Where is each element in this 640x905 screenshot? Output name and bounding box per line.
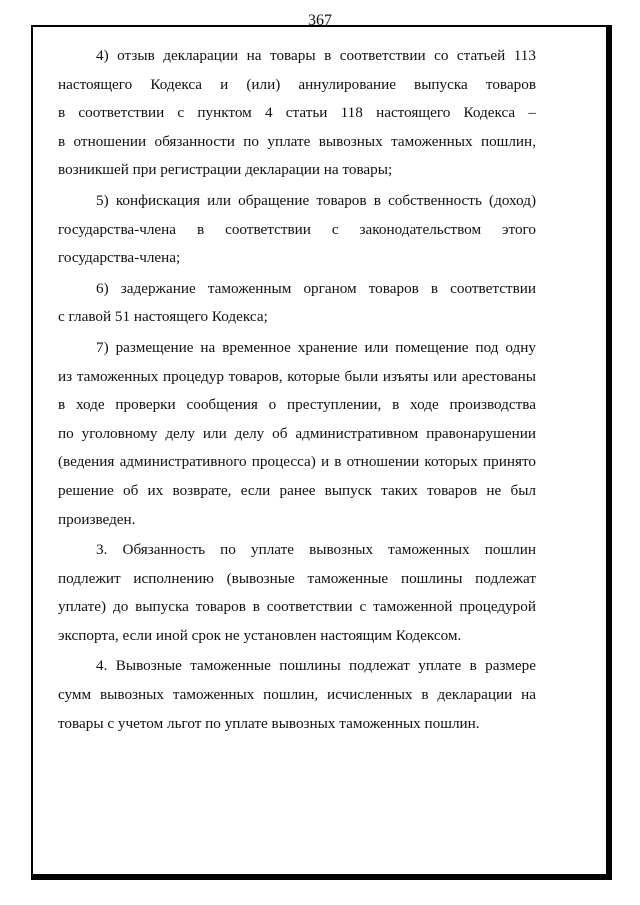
- text-line: 3. Обязанность по уплате вывозных таможенных пошлин: [96, 541, 536, 559]
- text-line: государства-члена;: [58, 249, 181, 267]
- text-line: товары с учетом льгот по уплате вывозных таможенных пошлин.: [58, 714, 480, 732]
- text-line: уплате) до выпуска товаров в соответствии с таможенной процедурой: [58, 598, 536, 616]
- paragraph-item-6: [58, 275, 536, 332]
- paragraph-item-7: [58, 334, 536, 534]
- text-line: сумм вывозных таможенных пошлин, исчисленных в декларации на: [58, 686, 536, 704]
- text-line: 6) задержание таможенным органом товаров в соответствии: [96, 279, 536, 297]
- text-line: произведен.: [58, 510, 136, 528]
- text-line: в отношении обязанности по уплате вывозных таможенных пошлин,: [58, 132, 536, 150]
- text-line: в соответствии с пунктом 4 статьи 118 настоящего Кодекса –: [58, 104, 536, 122]
- text-line: подлежит исполнению (вывозные таможенные пошлины подлежат: [58, 569, 536, 587]
- text-line: с главой 51 настоящего Кодекса;: [58, 308, 268, 326]
- text-line: 4. Вывозные таможенные пошлины подлежат уплате в размере: [96, 657, 536, 675]
- text-line: решение об их возврате, если ранее выпуск таких товаров не был: [58, 481, 536, 499]
- document-body: [58, 42, 536, 738]
- text-line: государства-члена в соответствии с законодательством этого: [58, 220, 536, 238]
- paragraph-item-4: [58, 42, 536, 185]
- page-number: 367: [308, 12, 332, 29]
- text-line: в ходе проверки сообщения о преступлении, в ходе производства: [58, 396, 536, 414]
- text-line: экспорта, если иной срок не установлен настоящим Кодексом.: [58, 626, 462, 644]
- text-line: по уголовному делу или делу об административном правонарушении: [58, 424, 536, 442]
- text-line: возникшей при регистрации декларации на товары;: [58, 161, 393, 179]
- text-line: 4) отзыв декларации на товары в соответствии со статьей 113: [96, 47, 536, 64]
- text-line: из таможенных процедур товаров, которые были изъяты или арестованы: [58, 367, 536, 385]
- text-line: настоящего Кодекса и (или) аннулирование выпуска товаров: [58, 75, 536, 93]
- paragraph-section-3: [58, 536, 536, 650]
- paragraph-item-5: [58, 187, 536, 273]
- paragraph-section-4: [58, 652, 536, 738]
- text-line: 5) конфискация или обращение товаров в собственность (доход): [96, 191, 536, 209]
- text-line: 7) размещение на временное хранение или помещение под одну: [96, 338, 536, 356]
- text-line: (ведения административного процесса) и в отношении которых принято: [58, 453, 536, 471]
